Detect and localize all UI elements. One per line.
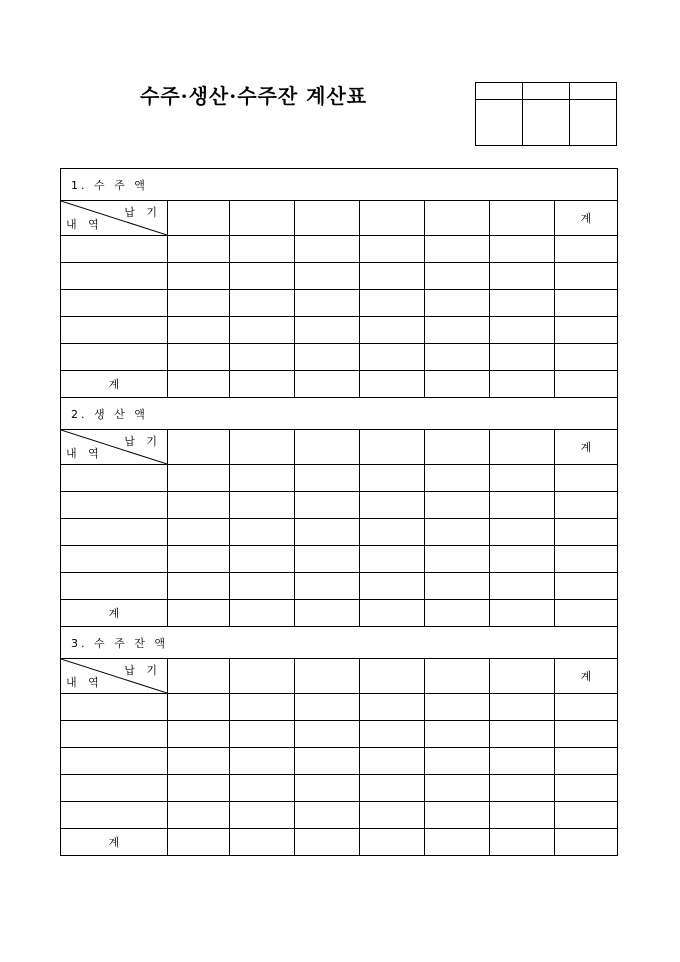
value-cell[interactable] [168,573,230,600]
value-cell[interactable] [230,263,295,290]
table-row [61,721,618,748]
approval-signature-cell[interactable] [523,100,570,146]
total-column-header: 계 [555,430,618,465]
period-header-cell[interactable] [230,201,295,236]
table-row [61,317,618,344]
value-cell[interactable] [168,519,230,546]
total-row-label: 계 [61,829,168,856]
table-row [61,546,618,573]
table-row [61,748,618,775]
approval-header-cell[interactable] [570,83,617,100]
row-total-cell[interactable] [555,492,618,519]
value-cell[interactable] [360,748,425,775]
value-cell[interactable] [168,236,230,263]
item-cell[interactable] [61,263,168,290]
section-header-row [61,201,618,236]
period-header-cell[interactable] [360,201,425,236]
period-header-cell[interactable] [230,430,295,465]
diagonal-header-cell [61,430,168,465]
table-row [61,465,618,492]
item-label: 내 역 [66,447,103,460]
value-cell[interactable] [230,492,295,519]
item-cell[interactable] [61,573,168,600]
section-title: 3. 수 주 잔 액 [61,627,618,659]
period-header-cell[interactable] [490,659,555,694]
item-cell[interactable] [61,748,168,775]
value-cell[interactable] [168,802,230,829]
item-label: 내 역 [66,676,103,689]
period-header-cell[interactable] [425,659,490,694]
value-cell[interactable] [425,465,490,492]
value-cell[interactable] [168,694,230,721]
item-cell[interactable] [61,344,168,371]
period-label: 납 기 [124,206,161,219]
total-value-cell[interactable] [168,600,230,627]
row-total-cell[interactable] [555,263,618,290]
period-header-cell[interactable] [168,430,230,465]
value-cell[interactable] [230,519,295,546]
total-row-label: 계 [61,371,168,398]
value-cell[interactable] [360,492,425,519]
value-cell[interactable] [230,694,295,721]
period-header-cell[interactable] [490,201,555,236]
value-cell[interactable] [425,344,490,371]
value-cell[interactable] [360,721,425,748]
value-cell[interactable] [295,775,360,802]
total-value-cell[interactable] [295,600,360,627]
row-total-cell[interactable] [555,775,618,802]
row-total-cell[interactable] [555,694,618,721]
value-cell[interactable] [295,721,360,748]
section-title: 1. 수 주 액 [61,169,618,201]
value-cell[interactable] [230,721,295,748]
table-row [61,236,618,263]
value-cell[interactable] [425,748,490,775]
value-cell[interactable] [425,290,490,317]
section-title: 2. 생 산 액 [61,398,618,430]
value-cell[interactable] [425,694,490,721]
value-cell[interactable] [490,519,555,546]
total-row [61,829,618,856]
value-cell[interactable] [230,465,295,492]
table-row [61,263,618,290]
value-cell[interactable] [490,721,555,748]
table-row [61,344,618,371]
value-cell[interactable] [295,465,360,492]
period-header-cell[interactable] [230,659,295,694]
row-total-cell[interactable] [555,236,618,263]
period-header-cell[interactable] [295,201,360,236]
value-cell[interactable] [490,236,555,263]
total-value-cell[interactable] [490,600,555,627]
item-cell[interactable] [61,721,168,748]
calculation-table [60,168,618,856]
value-cell[interactable] [168,546,230,573]
value-cell[interactable] [490,492,555,519]
total-row-label: 계 [61,600,168,627]
row-total-cell[interactable] [555,344,618,371]
value-cell[interactable] [168,317,230,344]
value-cell[interactable] [230,748,295,775]
value-cell[interactable] [360,290,425,317]
value-cell[interactable] [230,236,295,263]
value-cell[interactable] [425,236,490,263]
value-cell[interactable] [360,546,425,573]
value-cell[interactable] [425,519,490,546]
row-total-cell[interactable] [555,465,618,492]
value-cell[interactable] [168,344,230,371]
value-cell[interactable] [295,694,360,721]
value-cell[interactable] [425,573,490,600]
item-cell[interactable] [61,290,168,317]
period-header-cell[interactable] [425,430,490,465]
item-cell[interactable] [61,546,168,573]
total-value-cell[interactable] [360,829,425,856]
row-total-cell[interactable] [555,290,618,317]
value-cell[interactable] [230,546,295,573]
value-cell[interactable] [295,546,360,573]
item-cell[interactable] [61,519,168,546]
page-title: 수주·생산·수주잔 계산표 [140,84,368,108]
row-total-cell[interactable] [555,519,618,546]
value-cell[interactable] [295,802,360,829]
table-row [61,694,618,721]
section-title-row [61,169,618,201]
table-row [61,519,618,546]
total-value-cell[interactable] [230,371,295,398]
value-cell[interactable] [168,290,230,317]
value-cell[interactable] [490,546,555,573]
table-row [61,775,618,802]
value-cell[interactable] [230,317,295,344]
item-cell[interactable] [61,236,168,263]
value-cell[interactable] [490,344,555,371]
total-value-cell[interactable] [230,600,295,627]
item-cell[interactable] [61,465,168,492]
value-cell[interactable] [295,748,360,775]
period-header-cell[interactable] [425,201,490,236]
value-cell[interactable] [360,317,425,344]
row-total-cell[interactable] [555,317,618,344]
total-value-cell[interactable] [295,371,360,398]
table-row [61,802,618,829]
section-header-row [61,659,618,694]
item-cell[interactable] [61,775,168,802]
value-cell[interactable] [295,317,360,344]
value-cell[interactable] [360,236,425,263]
value-cell[interactable] [490,748,555,775]
approval-header-cell[interactable] [476,83,523,100]
value-cell[interactable] [425,492,490,519]
diagonal-header-cell [61,201,168,236]
value-cell[interactable] [490,263,555,290]
value-cell[interactable] [295,236,360,263]
value-cell[interactable] [295,519,360,546]
total-value-cell[interactable] [168,371,230,398]
row-total-cell[interactable] [555,721,618,748]
value-cell[interactable] [295,573,360,600]
value-cell[interactable] [230,775,295,802]
value-cell[interactable] [168,721,230,748]
approval-box [475,82,617,146]
value-cell[interactable] [490,317,555,344]
section-title-row [61,398,618,430]
value-cell[interactable] [490,775,555,802]
total-value-cell[interactable] [168,829,230,856]
approval-header-cell[interactable] [523,83,570,100]
value-cell[interactable] [490,573,555,600]
total-column-header: 계 [555,201,618,236]
value-cell[interactable] [295,344,360,371]
value-cell[interactable] [295,492,360,519]
period-label: 납 기 [124,664,161,677]
total-column-header: 계 [555,659,618,694]
value-cell[interactable] [360,465,425,492]
value-cell[interactable] [360,519,425,546]
value-cell[interactable] [360,802,425,829]
value-cell[interactable] [490,290,555,317]
value-cell[interactable] [168,263,230,290]
period-header-cell[interactable] [168,659,230,694]
value-cell[interactable] [295,290,360,317]
diagonal-header-cell [61,659,168,694]
total-value-cell[interactable] [490,371,555,398]
row-total-cell[interactable] [555,802,618,829]
item-label: 내 역 [66,218,103,231]
item-cell[interactable] [61,317,168,344]
value-cell[interactable] [230,573,295,600]
value-cell[interactable] [230,802,295,829]
total-value-cell[interactable] [425,371,490,398]
total-value-cell[interactable] [425,829,490,856]
row-total-cell[interactable] [555,546,618,573]
value-cell[interactable] [425,802,490,829]
value-cell[interactable] [490,465,555,492]
value-cell[interactable] [360,573,425,600]
value-cell[interactable] [360,344,425,371]
value-cell[interactable] [490,694,555,721]
value-cell[interactable] [230,290,295,317]
period-label: 납 기 [124,435,161,448]
value-cell[interactable] [425,263,490,290]
value-cell[interactable] [295,263,360,290]
value-cell[interactable] [230,344,295,371]
item-cell[interactable] [61,694,168,721]
period-header-cell[interactable] [360,659,425,694]
value-cell[interactable] [425,317,490,344]
grand-total-cell[interactable] [555,600,618,627]
total-value-cell[interactable] [360,600,425,627]
section-header-row [61,430,618,465]
value-cell[interactable] [168,748,230,775]
period-header-cell[interactable] [295,659,360,694]
value-cell[interactable] [425,775,490,802]
total-row [61,600,618,627]
value-cell[interactable] [168,775,230,802]
approval-signature-cell[interactable] [476,100,523,146]
total-value-cell[interactable] [295,829,360,856]
approval-signature-cell[interactable] [570,100,617,146]
total-value-cell[interactable] [230,829,295,856]
value-cell[interactable] [168,465,230,492]
value-cell[interactable] [168,492,230,519]
value-cell[interactable] [490,802,555,829]
value-cell[interactable] [360,263,425,290]
table-row [61,573,618,600]
period-header-cell[interactable] [360,430,425,465]
period-header-cell[interactable] [295,430,360,465]
grand-total-cell[interactable] [555,371,618,398]
section-title-row [61,627,618,659]
row-total-cell[interactable] [555,748,618,775]
item-cell[interactable] [61,492,168,519]
item-cell[interactable] [61,802,168,829]
total-value-cell[interactable] [360,371,425,398]
value-cell[interactable] [360,775,425,802]
row-total-cell[interactable] [555,573,618,600]
total-value-cell[interactable] [425,600,490,627]
value-cell[interactable] [360,694,425,721]
table-row [61,290,618,317]
value-cell[interactable] [425,721,490,748]
grand-total-cell[interactable] [555,829,618,856]
period-header-cell[interactable] [490,430,555,465]
period-header-cell[interactable] [168,201,230,236]
table-row [61,492,618,519]
total-row [61,371,618,398]
value-cell[interactable] [425,546,490,573]
total-value-cell[interactable] [490,829,555,856]
